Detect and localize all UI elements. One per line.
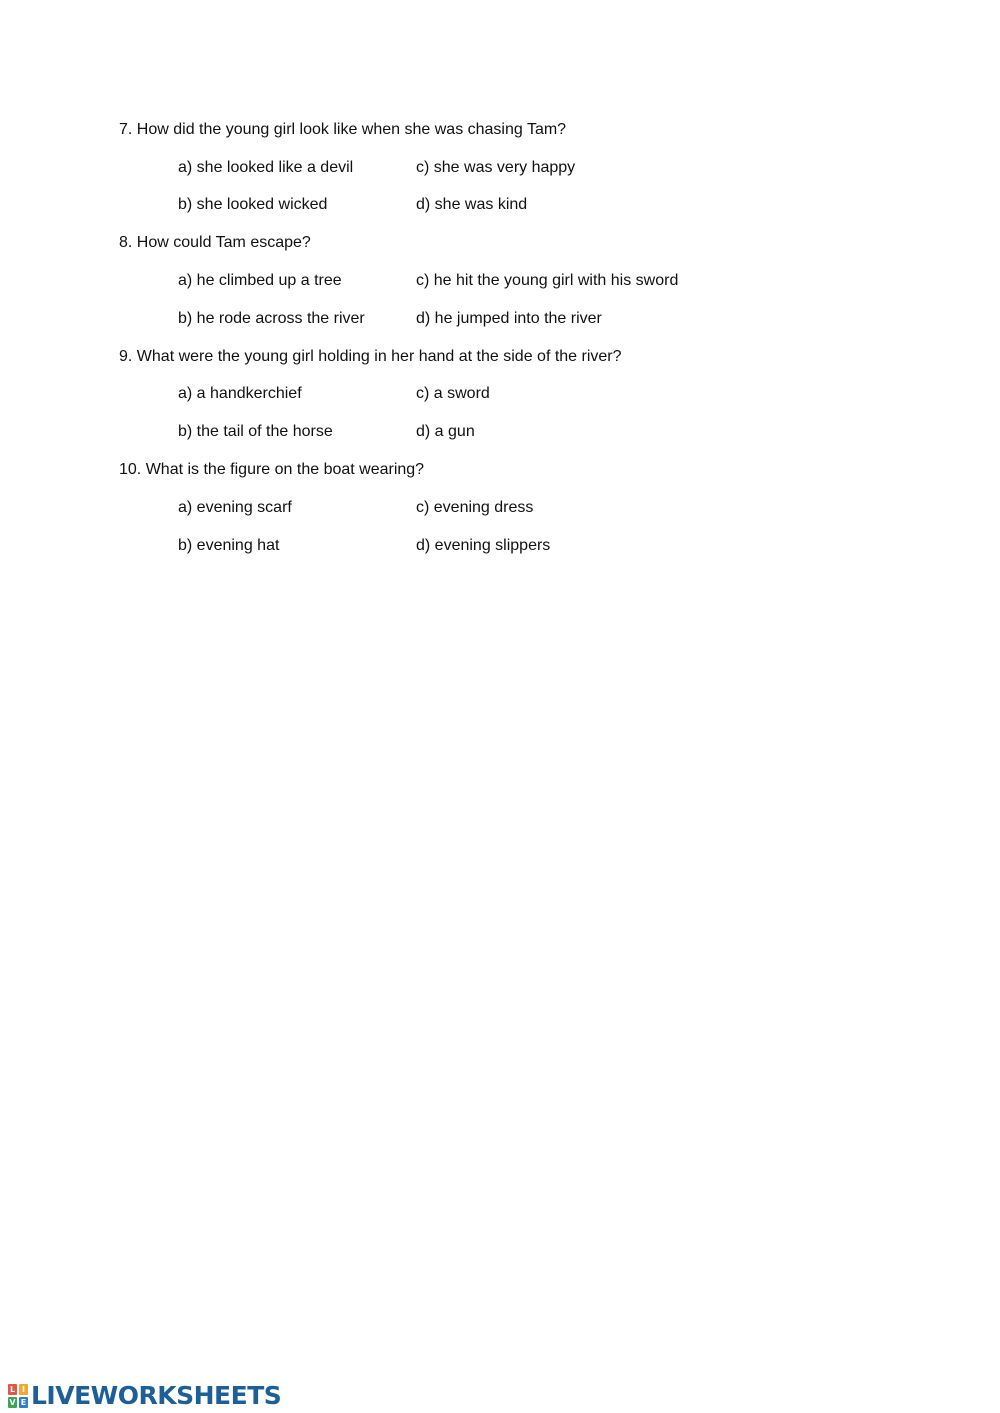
option-d: d) evening slippers — [416, 537, 551, 554]
question-7 — [119, 120, 919, 215]
question-text: 7. How did the young girl look like when she was chasing Tam? — [119, 121, 567, 138]
option-a: a) evening scarf — [178, 499, 292, 516]
option-row — [119, 309, 919, 329]
option-row — [119, 384, 919, 404]
option-c: c) he hit the young girl with his sword — [416, 272, 679, 289]
question-8 — [119, 233, 919, 329]
logo-block: V — [9, 1398, 16, 1407]
option-b: b) she looked wicked — [178, 196, 328, 213]
logo-text: LIVEWORKSHEETS — [31, 1381, 282, 1410]
option-row — [119, 422, 919, 442]
logo-blocks-icon — [8, 1384, 28, 1408]
option-c: c) evening dress — [416, 499, 534, 516]
liveworksheets-logo — [8, 1382, 281, 1410]
logo-block: I — [19, 1384, 28, 1395]
option-b: b) the tail of the horse — [178, 423, 333, 440]
option-c: c) a sword — [416, 385, 490, 402]
option-row — [119, 271, 919, 291]
option-d: d) she was kind — [416, 196, 528, 213]
option-a: a) a handkerchief — [178, 385, 302, 402]
option-row — [119, 536, 919, 556]
question-10 — [119, 460, 919, 556]
option-row — [119, 195, 919, 215]
option-d: d) he jumped into the river — [416, 310, 602, 327]
question-text: 9. What were the young girl holding in her hand at the side of the river? — [119, 348, 622, 365]
option-a: a) he climbed up a tree — [178, 272, 342, 289]
option-row — [119, 158, 919, 178]
question-text: 10. What is the figure on the boat wearing? — [119, 461, 425, 478]
option-row — [119, 498, 919, 518]
option-c: c) she was very happy — [416, 159, 576, 176]
option-d: d) a gun — [416, 423, 475, 440]
option-b: b) he rode across the river — [178, 310, 365, 327]
option-b: b) evening hat — [178, 537, 280, 554]
question-9 — [119, 347, 919, 442]
logo-block: E — [20, 1398, 27, 1407]
question-text: 8. How could Tam escape? — [119, 234, 311, 251]
option-a: a) she looked like a devil — [178, 159, 354, 176]
logo-block: L — [9, 1385, 16, 1394]
